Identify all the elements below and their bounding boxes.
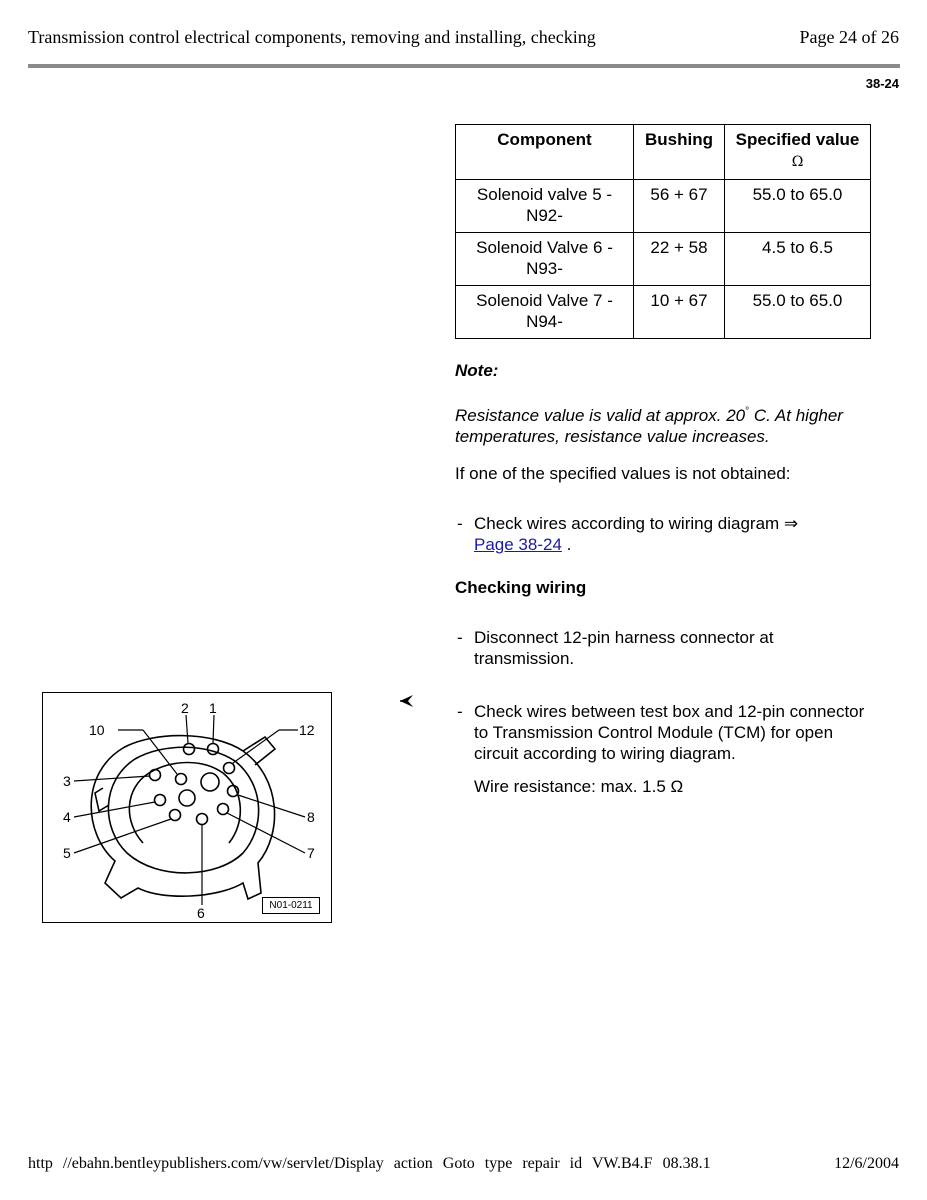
header-divider [28, 64, 900, 68]
pin-label-12: 12 [299, 722, 315, 738]
table-cell-component: Solenoid valve 5 - N92- [456, 180, 634, 233]
wire-resistance-text: Wire resistance: max. 1.5 Ω [474, 777, 684, 796]
note-text [455, 401, 875, 447]
pin-2 [184, 744, 195, 755]
note-text-part2: C. At higher temperatures, resistance value increases. [455, 406, 843, 446]
connector-drawing [43, 693, 331, 922]
table-cell-bushing: 10 + 67 [634, 286, 725, 339]
pin-3 [150, 770, 161, 781]
pin-label-7: 7 [307, 845, 315, 861]
disconnect-step: Disconnect 12-pin harness connector at transmission. [474, 628, 774, 668]
page-reference-link[interactable]: Page 38-24 [474, 535, 562, 554]
pin-12 [224, 763, 235, 774]
page-code: 38-24 [865, 76, 899, 91]
pointer-arrow-icon [398, 693, 416, 709]
note-heading: Note: [455, 361, 499, 380]
check-wires-step [474, 513, 877, 555]
table-cell-value: 55.0 to 65.0 [725, 286, 871, 339]
pin-label-1: 1 [209, 700, 217, 716]
specified-value-label: Specified value [735, 130, 860, 149]
figure-id-label: N01-0211 [262, 897, 320, 914]
connector-figure [42, 692, 332, 923]
pin-label-2: 2 [181, 700, 189, 716]
resistance-table [455, 124, 871, 339]
column-header-bushing: Bushing [634, 125, 725, 180]
table-row [456, 286, 871, 339]
document-title: Transmission control electrical components, removing and installing, checking [28, 27, 596, 47]
page-counter: Page 24 of 26 [799, 27, 899, 47]
table-row [456, 180, 871, 233]
footer-url: http //ebahn.bentleypublishers.com/vw/servlet/Display action Goto type repair id VW.B4.F 08.38.1 [28, 1155, 711, 1172]
pin-label-10: 10 [89, 722, 105, 738]
table-cell-component: Solenoid Valve 7 - N94- [456, 286, 634, 339]
list-item [457, 627, 877, 669]
pin-label-3: 3 [63, 773, 71, 789]
table-cell-value: 4.5 to 6.5 [725, 233, 871, 286]
check-between-step: Check wires between test box and 12-pin connector to Transmission Control Module (TCM) for open circuit according to wiring diagram. [474, 702, 865, 763]
check-wires-text: Check wires according to wiring diagram ⇒ [474, 514, 799, 533]
check-wires-end: . [561, 535, 572, 554]
pin-1 [208, 744, 219, 755]
list-item [457, 701, 877, 764]
table-cell-bushing: 56 + 67 [634, 180, 725, 233]
bullet-dash: - [457, 514, 463, 533]
pin-7 [218, 804, 229, 815]
note-text-part1: Resistance value is valid at approx. 20 [455, 406, 746, 425]
if-not-obtained-text: If one of the specified values is not obtained: [455, 464, 791, 483]
section-heading: Checking wiring [455, 578, 587, 597]
bullet-dash: - [457, 628, 463, 647]
bullet-dash: - [457, 702, 463, 721]
table-header-row [456, 125, 871, 180]
pin-4 [155, 795, 166, 806]
pin-5 [170, 810, 181, 821]
table-cell-component: Solenoid Valve 6 - N93- [456, 233, 634, 286]
table-cell-bushing: 22 + 58 [634, 233, 725, 286]
pin-label-8: 8 [307, 809, 315, 825]
pin-6 [197, 814, 208, 825]
footer-date: 12/6/2004 [834, 1155, 899, 1172]
degree-symbol: ° [745, 406, 750, 417]
pin-label-6: 6 [197, 905, 205, 921]
table-cell-value: 55.0 to 65.0 [725, 180, 871, 233]
column-header-component: Component [456, 125, 634, 180]
list-item [457, 513, 877, 555]
column-header-specified-value [725, 125, 871, 180]
pin-label-5: 5 [63, 845, 71, 861]
pin-label-4: 4 [63, 809, 71, 825]
pin-10 [176, 774, 187, 785]
ohm-unit: Ω [791, 154, 804, 170]
table-row [456, 233, 871, 286]
